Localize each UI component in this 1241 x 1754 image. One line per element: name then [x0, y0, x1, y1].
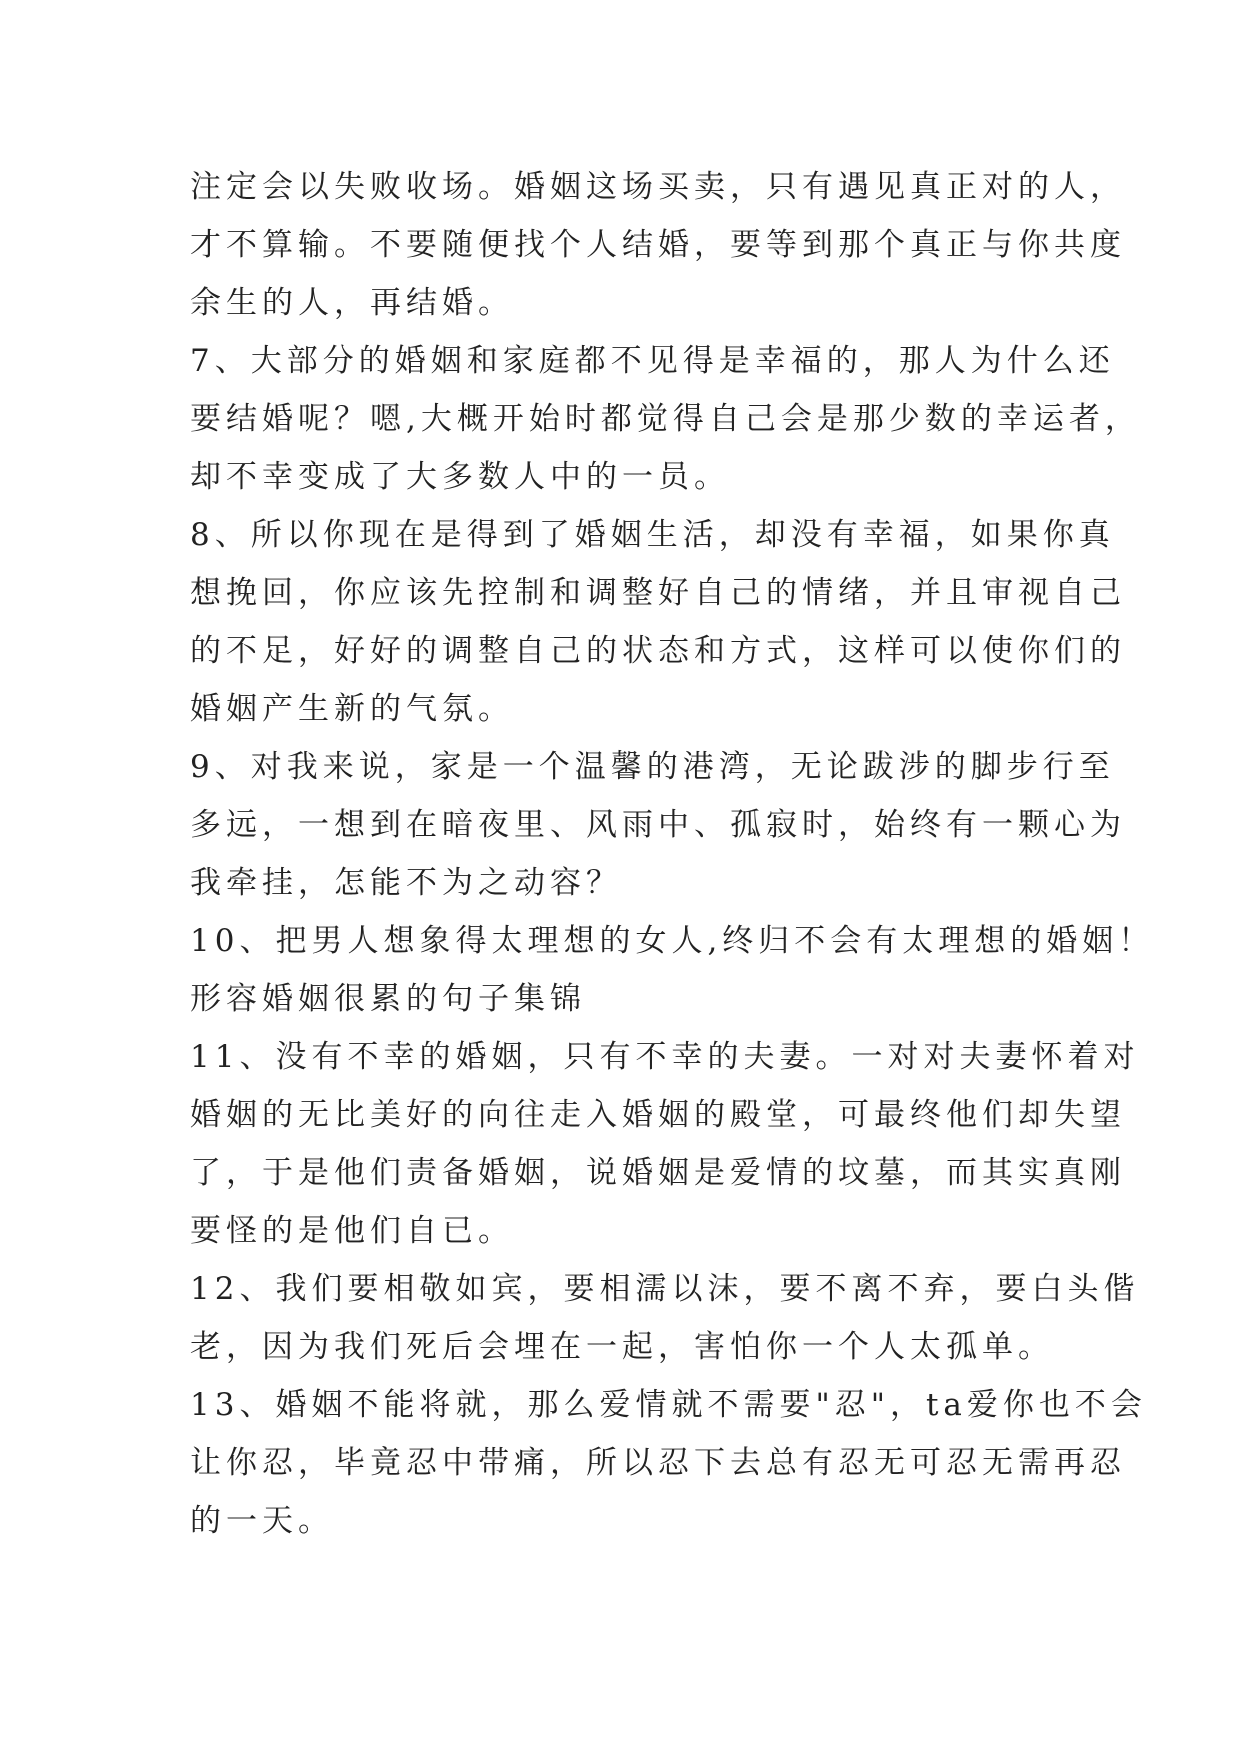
section-heading: 形容婚姻很累的句子集锦	[190, 981, 586, 1017]
text-line: 多远，一想到在暗夜里、风雨中、孤寂时，始终有一颗心为	[190, 807, 1126, 843]
text-line: 我牵挂，怎能不为之动容？	[190, 865, 622, 901]
body-text	[190, 158, 1155, 1550]
text-line: 9、对我来说，家是一个温馨的港湾，无论跋涉的脚步行至	[190, 749, 1115, 785]
text-line: 11、没有不幸的婚姻，只有不幸的夫妻。一对对夫妻怀着对	[190, 1039, 1140, 1075]
text-line: 要结婚呢？嗯,大概开始时都觉得自己会是那少数的幸运者，	[190, 401, 1141, 437]
text-line: 的不足，好好的调整自己的状态和方式，这样可以使你们的	[190, 633, 1126, 669]
text-line: 13、婚姻不能将就，那么爱情就不需要"忍"，ta爱你也不会	[190, 1387, 1147, 1423]
text-line: 婚姻产生新的气氛。	[190, 691, 514, 727]
text-line: 让你忍，毕竟忍中带痛，所以忍下去总有忍无可忍无需再忍	[190, 1445, 1126, 1481]
text-line: 要怪的是他们自已。	[190, 1213, 514, 1249]
text-line: 才不算输。不要随便找个人结婚，要等到那个真正与你共度	[190, 227, 1126, 263]
text-line: 10、把男人想象得太理想的女人,终归不会有太理想的婚姻！	[190, 923, 1155, 959]
text-line: 12、我们要相敬如宾，要相濡以沫，要不离不弃，要白头偕	[190, 1271, 1140, 1307]
text-line: 7、大部分的婚姻和家庭都不见得是幸福的，那人为什么还	[190, 343, 1115, 379]
text-line: 婚姻的无比美好的向往走入婚姻的殿堂，可最终他们却失望	[190, 1097, 1126, 1133]
text-line: 余生的人，再结婚。	[190, 285, 514, 321]
text-line: 想挽回，你应该先控制和调整好自己的情绪，并且审视自己	[190, 575, 1126, 611]
text-line: 8、所以你现在是得到了婚姻生活，却没有幸福，如果你真	[190, 517, 1115, 553]
text-line: 老，因为我们死后会埋在一起，害怕你一个人太孤单。	[190, 1329, 1054, 1365]
text-line: 了，于是他们责备婚姻，说婚姻是爱情的坟墓，而其实真刚	[190, 1155, 1126, 1191]
text-line: 注定会以失败收场。婚姻这场买卖，只有遇见真正对的人，	[190, 169, 1126, 205]
text-line: 的一天。	[190, 1503, 334, 1539]
text-line: 却不幸变成了大多数人中的一员。	[190, 459, 730, 495]
